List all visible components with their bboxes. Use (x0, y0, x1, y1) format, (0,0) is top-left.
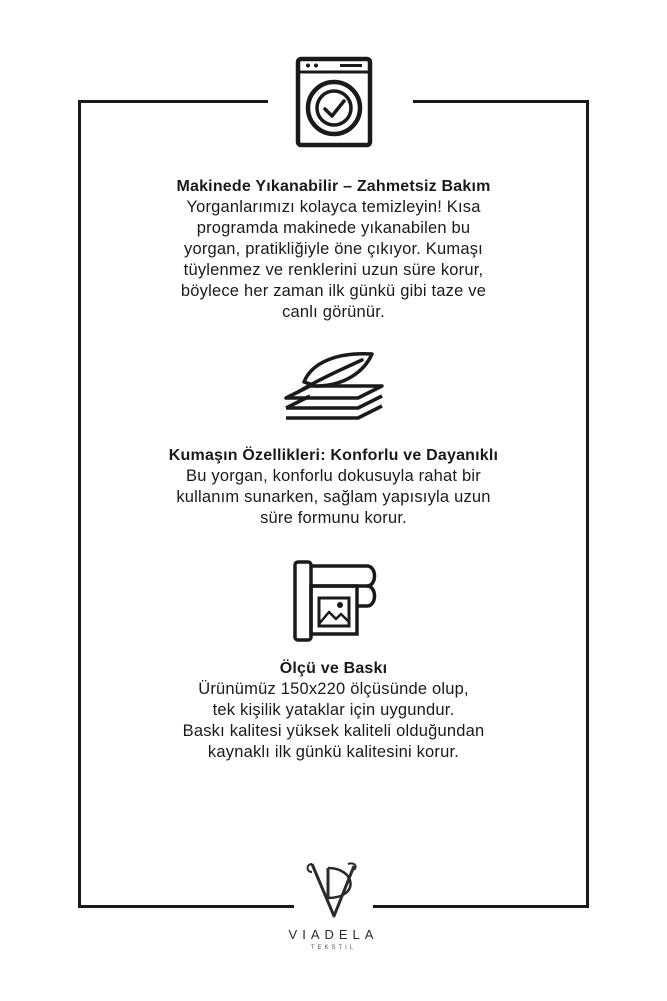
section-text-line: Yorganlarımızı kolayca temizleyin! Kısa (186, 198, 481, 216)
section-heading: Kumaşın Özellikleri: Konforlu ve Dayanıklı (168, 447, 499, 464)
section-text-line: tek kişilik yataklar için uygundur. (212, 701, 455, 719)
section-text-line: Baskı kalitesi yüksek kaliteli olduğundan (182, 722, 485, 740)
section-text-line: kullanım sunarken, sağlam yapısıyla uzun (176, 488, 491, 506)
section-text-line: Ürünümüz 150x220 ölçüsünde olup, (198, 680, 469, 698)
section-text-line: Bu yorgan, konforlu dokusuyla rahat bir (186, 467, 481, 485)
section-size-print (100, 658, 567, 763)
section-fabric (100, 445, 567, 529)
section-heading: Makinede Yıkanabilir – Zahmetsiz Bakım (176, 178, 491, 195)
section-washing (100, 176, 567, 323)
frame-left (78, 100, 81, 908)
frame-right (586, 100, 589, 908)
washing-machine-icon-wrap (0, 56, 667, 150)
section-text-line: süre formunu korur. (260, 509, 407, 527)
fabric-leaf-icon (282, 346, 386, 424)
section-text-line: canlı görünür. (282, 303, 385, 321)
vd-monogram-logo-wrap (0, 858, 667, 922)
vd-monogram-logo (304, 858, 364, 922)
washing-machine-icon (294, 56, 374, 150)
section-text-line: yorgan, pratikliğiyle öne çıkıyor. Kumaşı (184, 240, 483, 258)
print-roll-icon (291, 558, 377, 644)
section-text-line: böylece her zaman ilk günkü gibi taze ve (180, 282, 487, 300)
section-text-line: tüylenmez ve renklerini uzun süre korur, (183, 261, 484, 279)
brand-subtitle: TEKSTIL (310, 945, 357, 951)
brand-name: VIADELA (288, 927, 379, 942)
print-roll-icon-wrap (0, 558, 667, 644)
section-text-line: kaynaklı ilk günkü kalitesini korur. (207, 743, 460, 761)
fabric-leaf-icon-wrap (0, 346, 667, 424)
section-text-line: programda makinede yıkanabilen bu (196, 219, 471, 237)
section-heading: Ölçü ve Baskı (279, 660, 388, 677)
